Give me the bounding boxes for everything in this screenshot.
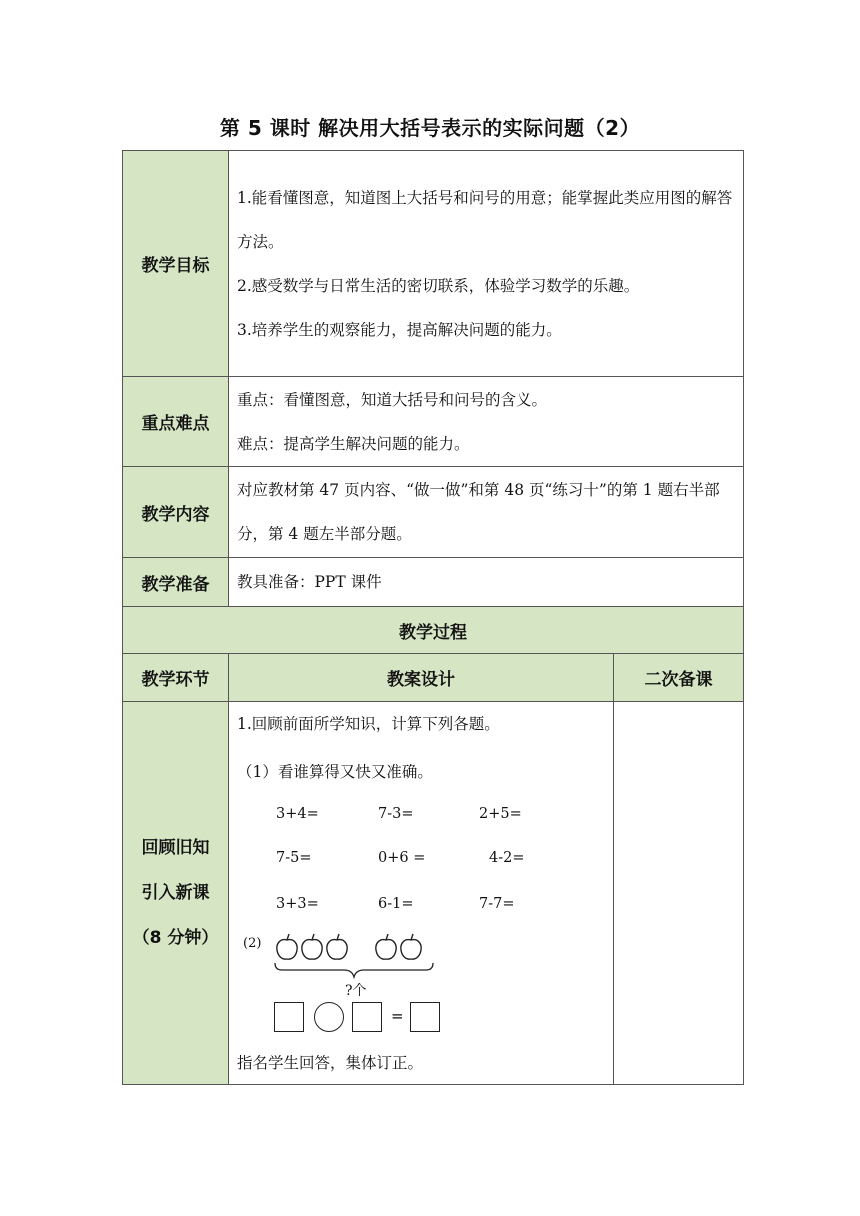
row-key-points	[123, 377, 744, 467]
col-header-design: 教案设计	[229, 654, 614, 702]
objective-item: 1.能看懂图意，知道图上大括号和问号的用意；能掌握此类应用图的解答方法。	[237, 188, 733, 251]
key-points-label: 重点难点	[123, 377, 229, 467]
row-column-headers	[123, 654, 744, 702]
equation: 3+3=	[276, 896, 319, 912]
col-header-stage: 教学环节	[123, 654, 229, 702]
review-label-line: 引入新课	[141, 882, 210, 903]
lesson-plan-table	[122, 150, 744, 1085]
equals-sign: =	[391, 1007, 404, 1025]
key-points-content	[229, 377, 744, 467]
answer-box	[274, 1002, 304, 1032]
review-intro: 1.回顾前面所学知识，计算下列各题。	[237, 715, 500, 733]
apple-icon	[401, 934, 421, 959]
objective-item: 2.感受数学与日常生活的密切联系，体验学习数学的乐趣。	[237, 276, 640, 295]
apple-icon	[376, 934, 396, 959]
operator-circle	[314, 1002, 344, 1032]
page-title: 第 5 课时 解决用大括号表示的实际问题（2）	[219, 116, 641, 140]
answer-box	[410, 1002, 440, 1032]
row-process-heading	[123, 607, 744, 654]
review-sub2-label: (2)	[243, 936, 262, 951]
key-point-item: 难点：提高学生解决问题的能力。	[237, 434, 470, 453]
equation: 2+5=	[479, 806, 522, 822]
key-point-item: 重点：看懂图意，知道大括号和问号的含义。	[237, 390, 548, 409]
apple-icon	[327, 934, 347, 959]
review-design-cell	[229, 702, 614, 1085]
review-stage-label	[123, 702, 229, 1085]
row-objectives	[123, 151, 744, 377]
notes-cell	[614, 702, 744, 1085]
preparation-text-cell	[229, 558, 744, 607]
content-text: 对应教材第 47 页内容、“做一做”和第 48 页“练习十”的第 1 题右半部分，第 4 题左半部分题。	[237, 481, 720, 543]
equation: 0+6 =	[378, 850, 426, 866]
equation: 7-5=	[276, 850, 312, 866]
content-text-cell	[229, 467, 744, 558]
equation: 7-3=	[378, 806, 414, 822]
apples-brace-figure	[274, 930, 454, 980]
apple-icon	[302, 934, 322, 959]
question-label: ?个	[345, 983, 367, 999]
equation: 6-1=	[378, 896, 414, 912]
preparation-label: 教学准备	[123, 558, 229, 607]
review-label-line: （8 分钟）	[132, 927, 219, 948]
review-closing: 指名学生回答，集体订正。	[237, 1054, 424, 1072]
process-heading: 教学过程	[123, 607, 744, 654]
col-header-notes: 二次备课	[614, 654, 744, 702]
equation: 7-7=	[479, 896, 515, 912]
review-label-line: 回顾旧知	[141, 837, 210, 858]
objectives-content	[229, 151, 744, 377]
row-review	[123, 702, 744, 1085]
objectives-label: 教学目标	[123, 151, 229, 377]
content-label: 教学内容	[123, 467, 229, 558]
curly-brace	[275, 963, 433, 977]
row-preparation	[123, 558, 744, 607]
objective-item: 3.培养学生的观察能力，提高解决问题的能力。	[237, 320, 562, 339]
row-content	[123, 467, 744, 558]
apple-icon	[277, 934, 297, 959]
preparation-text: 教具准备：PPT 课件	[237, 573, 382, 591]
equation: 3+4=	[276, 806, 319, 822]
answer-box	[352, 1002, 382, 1032]
review-sub1: （1）看谁算得又快又准确。	[237, 763, 433, 781]
equation: 4-2=	[489, 850, 525, 866]
